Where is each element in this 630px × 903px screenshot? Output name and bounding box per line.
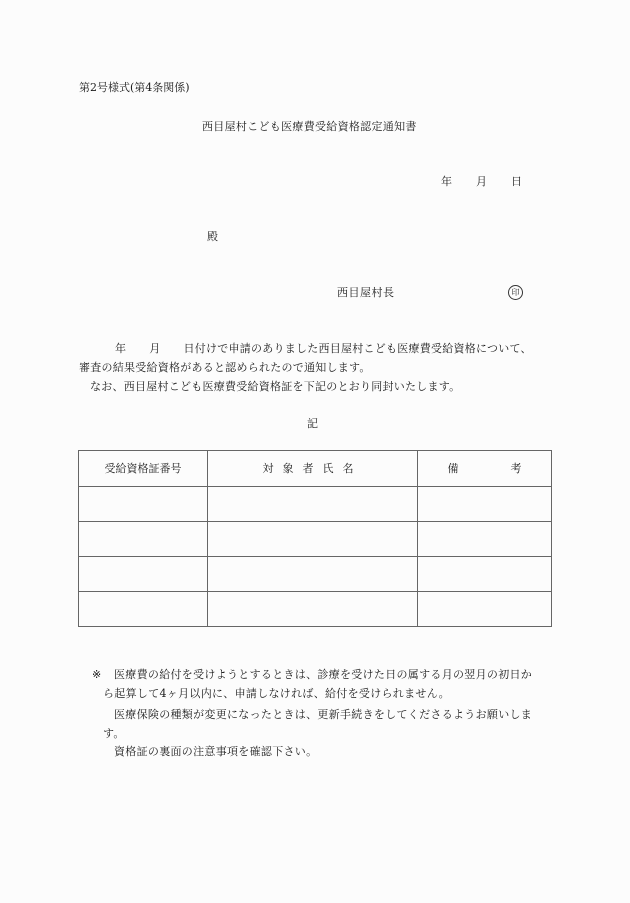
date-line <box>441 176 522 187</box>
table-row <box>79 522 552 557</box>
cell-recipient-name[interactable] <box>208 557 418 592</box>
body-line-1 <box>79 343 532 354</box>
seal-icon <box>508 285 523 300</box>
note-line-5: 資格証の裏面の注意事項を確認下さい。 <box>114 745 318 758</box>
form-number: 第2号様式(第4条関係) <box>79 81 190 94</box>
note-line-1 <box>92 669 532 680</box>
cell-certificate-number[interactable] <box>79 487 208 522</box>
table-row <box>79 487 552 522</box>
year-label: 年 <box>441 175 452 188</box>
note-line-4: す。 <box>103 727 125 740</box>
body-line-1-text: 日付けで申請のありました西目屋村こども医療費受給資格について、 <box>183 342 532 355</box>
body-month-label: 月 <box>149 342 161 355</box>
cell-remarks[interactable] <box>418 487 552 522</box>
sender-name: 西目屋村長 <box>337 286 395 299</box>
cell-remarks[interactable] <box>418 522 552 557</box>
reference-mark-icon: ※ <box>92 668 102 681</box>
month-label: 月 <box>476 175 487 188</box>
cell-certificate-number[interactable] <box>79 557 208 592</box>
document-title: 西目屋村こども医療費受給資格認定通知書 <box>202 120 417 133</box>
table-row <box>79 557 552 592</box>
header-remarks: 備 考 <box>418 451 552 487</box>
header-certificate-number: 受給資格証番号 <box>79 451 208 487</box>
table-row <box>79 592 552 627</box>
cell-certificate-number[interactable] <box>79 522 208 557</box>
body-year-label: 年 <box>115 342 127 355</box>
ki-heading: 記 <box>307 417 318 430</box>
body-line-2: 審査の結果受給資格があると認められたので通知します。 <box>79 361 371 374</box>
recipient-table <box>78 450 552 627</box>
table-header-row <box>79 451 552 487</box>
addressee-suffix: 殿 <box>207 230 218 243</box>
cell-recipient-name[interactable] <box>208 487 418 522</box>
note-line-2: ら起算して4ヶ月以内に、申請しなければ、給付を受けられません。 <box>103 687 450 700</box>
header-recipient-name: 対象者氏名 <box>208 451 418 487</box>
cell-remarks[interactable] <box>418 557 552 592</box>
note-line-3: 医療保険の種類が変更になったときは、更新手続きをしてくださるようお願いしま <box>114 708 533 721</box>
cell-certificate-number[interactable] <box>79 592 208 627</box>
seal-mark: 印 <box>511 287 520 297</box>
note-line-1-text: 医療費の給付を受けようとするときは、診療を受けた日の属する月の翌月の初日か <box>114 668 533 681</box>
cell-recipient-name[interactable] <box>208 522 418 557</box>
day-label: 日 <box>511 175 522 188</box>
cell-remarks[interactable] <box>418 592 552 627</box>
cell-recipient-name[interactable] <box>208 592 418 627</box>
body-line-3: なお、西目屋村こども医療費受給資格証を下記のとおり同封いたします。 <box>90 380 461 393</box>
